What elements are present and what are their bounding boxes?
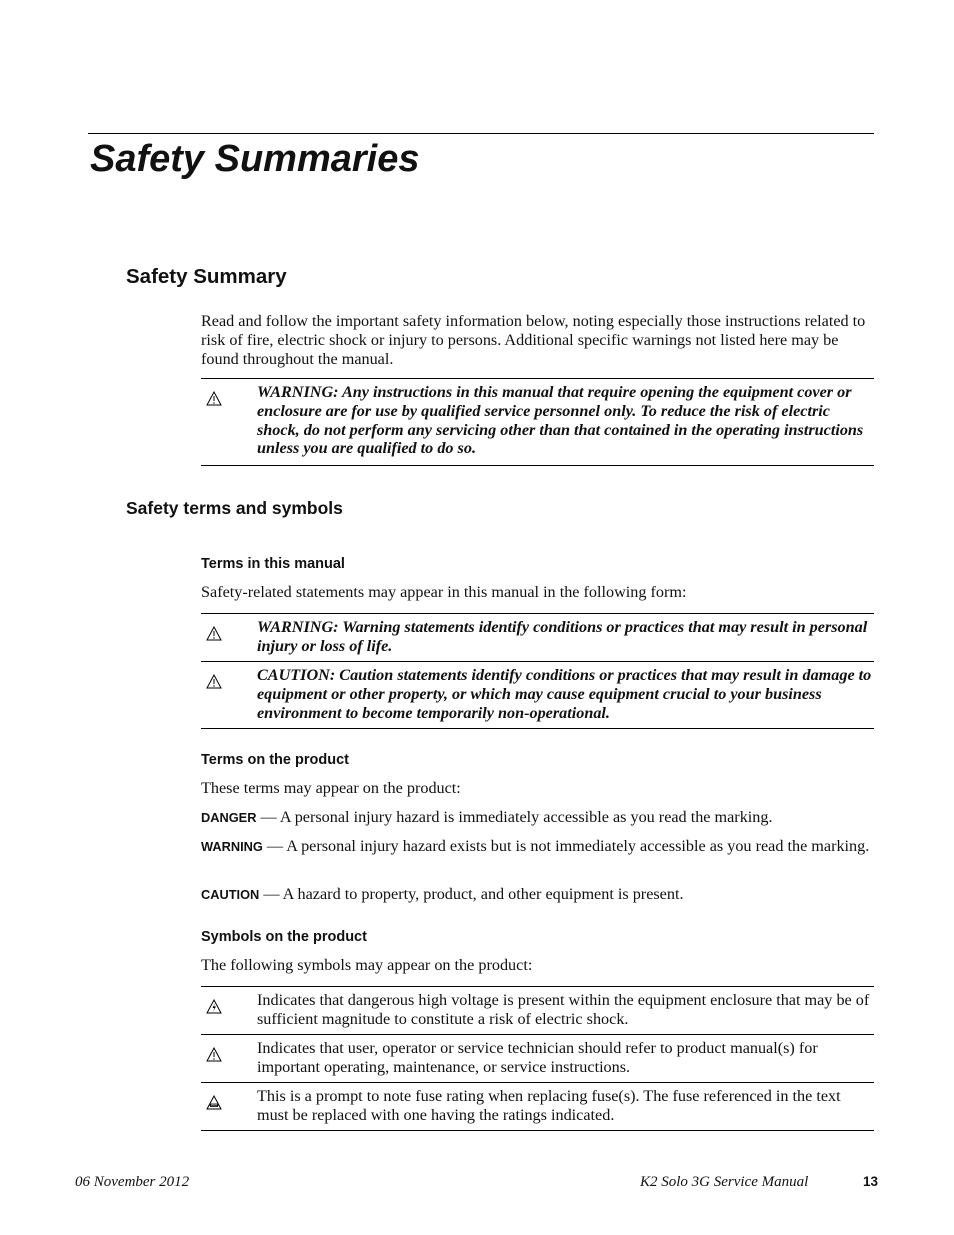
terms-manual-caution-text: CAUTION: Caution statements identify conditions or practices that may result in damage to equipment or other property, or which may cause equipment crucial to your business environment to become temporarily non-operational. bbox=[257, 666, 872, 722]
warning-triangle-icon bbox=[201, 614, 257, 661]
high-voltage-icon bbox=[201, 987, 257, 1034]
chapter-title: Safety Summaries bbox=[90, 138, 420, 180]
footer-manual-title: K2 Solo 3G Service Manual bbox=[640, 1174, 809, 1190]
term-label: CAUTION bbox=[201, 887, 260, 902]
term-description: — A personal injury hazard exists but is not immediately accessible as you read the marking. bbox=[262, 837, 870, 855]
term-description: — A hazard to property, product, and other equipment is present. bbox=[259, 885, 684, 903]
fuse-icon bbox=[201, 1083, 257, 1130]
term-label: WARNING bbox=[201, 839, 263, 854]
term-label: DANGER bbox=[201, 810, 257, 825]
symbol-fuse-text: This is a prompt to note fuse rating when replacing fuse(s). The fuse referenced in the text must be replaced with one having the ratings indicated. bbox=[257, 1087, 841, 1124]
symbol-refer-manual-text: Indicates that user, operator or service technician should refer to product manual(s) for important operating, maintenance, or service instructions. bbox=[257, 1039, 818, 1076]
subheading-symbols-product: Symbols on the product bbox=[201, 929, 367, 945]
terms-manual-table bbox=[201, 613, 874, 729]
symbol-high-voltage-text: Indicates that dangerous high voltage is present within the equipment enclosure that may be of sufficient magnitude to constitute a risk of electric shock. bbox=[257, 991, 870, 1028]
symbol-row bbox=[201, 1034, 874, 1082]
symbols-product-intro: The following symbols may appear on the product: bbox=[201, 956, 533, 974]
subheading-terms-manual: Terms in this manual bbox=[201, 556, 345, 572]
subheading-terms-product: Terms on the product bbox=[201, 752, 349, 768]
main-warning-text: WARNING: Any instructions in this manual that require opening the equipment cover or enclosure are for use by qualified service personnel only. To reduce the risk of electric shock, do not perform any servicing other than that contained in the operating instructions unless you are qualified to do so. bbox=[257, 383, 864, 458]
term-warning bbox=[201, 837, 876, 857]
warning-triangle-icon bbox=[201, 379, 257, 465]
footer-date: 06 November 2012 bbox=[75, 1174, 190, 1190]
terms-manual-warning-text: WARNING: Warning statements identify conditions or practices that may result in personal injury or loss of life. bbox=[257, 618, 868, 655]
terms-manual-intro: Safety-related statements may appear in this manual in the following form: bbox=[201, 583, 687, 601]
section-heading-terms-symbols: Safety terms and symbols bbox=[126, 498, 343, 518]
symbol-row bbox=[201, 1082, 874, 1131]
warning-triangle-icon bbox=[201, 1035, 257, 1082]
term-description: — A personal injury hazard is immediately accessible as you read the marking. bbox=[256, 808, 773, 826]
warning-triangle-icon bbox=[201, 662, 257, 728]
symbols-table bbox=[201, 986, 874, 1131]
safety-summary-intro: Read and follow the important safety information below, noting especially those instructions related to risk of fire, electric shock or injury to persons. Additional specific warnings not listed here may be found throughout the manual. bbox=[201, 312, 866, 368]
terms-manual-row bbox=[201, 613, 874, 661]
main-warning-box bbox=[201, 378, 874, 466]
footer-page-number: 13 bbox=[863, 1174, 879, 1189]
term-danger bbox=[201, 808, 876, 828]
section-heading-safety-summary: Safety Summary bbox=[126, 265, 287, 288]
term-caution bbox=[201, 885, 876, 905]
terms-product-intro: These terms may appear on the product: bbox=[201, 779, 461, 797]
terms-manual-row bbox=[201, 661, 874, 729]
main-warning-row bbox=[201, 378, 874, 466]
symbol-row bbox=[201, 986, 874, 1034]
